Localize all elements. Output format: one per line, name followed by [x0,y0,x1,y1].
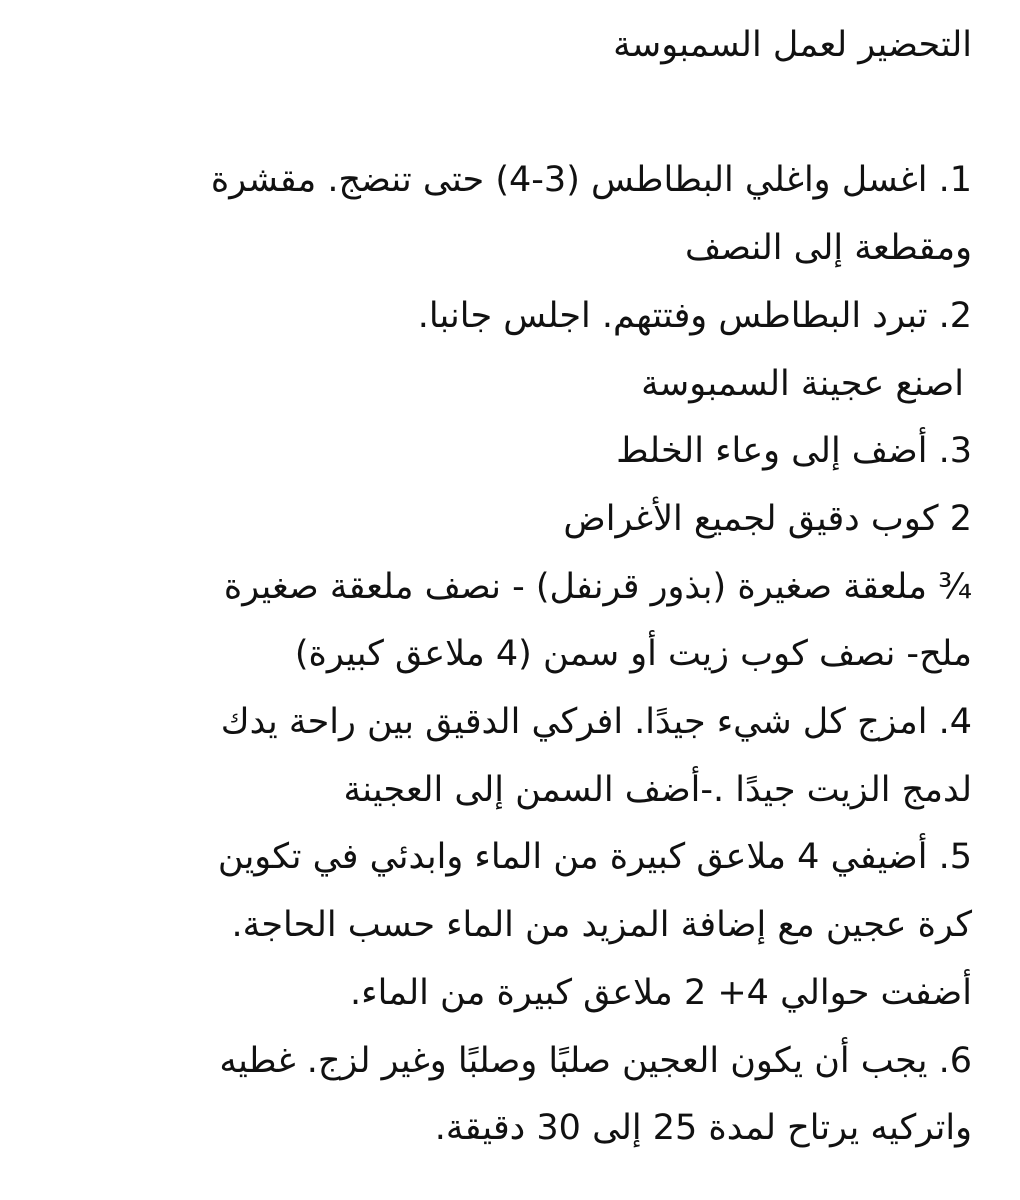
blank-line [32,80,972,148]
step-1-line-1: 1. اغسل واغلي البطاطس (3-4) حتى تنضج. مقشرة [210,160,972,201]
step-4-line-1: 4. امزج كل شيء جيدًا. افركي الدقيق بين راحة يدك [220,702,972,743]
note-title: التحضير لعمل السمبوسة [613,25,972,65]
step-6-line-2: واتركيه يرتاح لمدة 25 إلى 30 دقيقة. [434,1108,972,1149]
step-5-line-1: 5. أضيفي 4 ملاعق كبيرة من الماء وابدئي في تكوين [217,837,972,878]
step-4-line-2: لدمج الزيت جيدًا .-أضف السمن إلى العجينة [343,769,972,810]
recipe-note [32,12,972,1163]
step-5-line-3: أضفت حوالي 4+ 2 ملاعق كبيرة من الماء. [350,972,972,1013]
step-1-line-2: ومقطعة إلى النصف [684,228,972,269]
ingredient-oil: ملح- نصف كوب زيت أو سمن (4 ملاعق كبيرة) [294,634,972,675]
step-5-line-2: كرة عجين مع إضافة المزيد من الماء حسب الحاجة. [231,905,972,946]
ingredient-cloves-salt: ¾ ملعقة صغيرة (بذور قرنفل) - نصف ملعقة صغيرة [223,566,972,607]
step-6-line-1: 6. يجب أن يكون العجين صلبًا وصلبًا وغير لزج. غطيه [219,1040,972,1081]
step-3-line-1: 3. أضف إلى وعاء الخلط [616,431,972,472]
dough-heading: اصنع عجينة السمبوسة [641,363,964,404]
ingredient-flour: 2 كوب دقيق لجميع الأغراض [563,498,972,539]
step-2-line-1: 2. تبرد البطاطس وفتتهم. اجلس جانبا. [417,295,972,336]
